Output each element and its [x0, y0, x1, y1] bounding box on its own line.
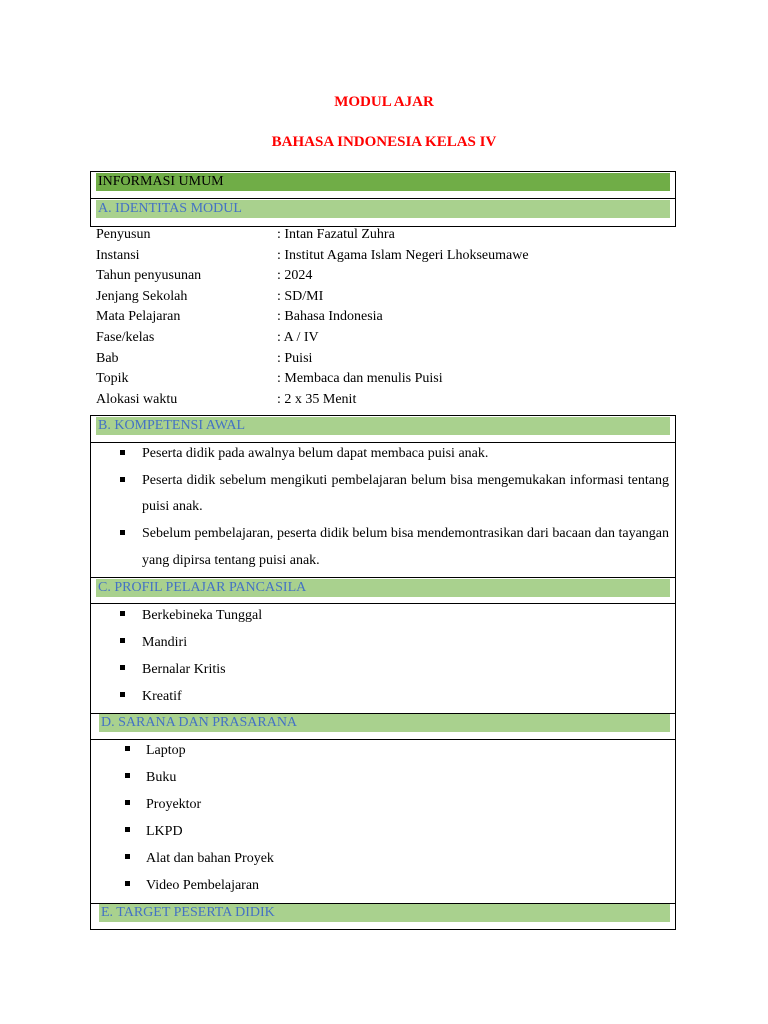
list-item: Video Pembelajaran [146, 872, 646, 899]
identitas-table [96, 225, 656, 410]
target-box [90, 903, 676, 930]
bullet-square-icon [120, 692, 125, 697]
informasi-umum-box [90, 171, 676, 199]
identitas-value: : 2024 [277, 268, 313, 284]
bullet-square-icon [120, 530, 125, 535]
list-item: LKPD [146, 818, 646, 845]
bullet-square-icon [120, 665, 125, 670]
identitas-row-mapel [96, 307, 656, 328]
identitas-key: Penyusun [96, 227, 151, 242]
identitas-key: Alokasi waktu [96, 391, 178, 407]
identitas-value: : Institut Agama Islam Negeri Lhokseumawe [277, 247, 529, 263]
identitas-value: : 2 x 35 Menit [277, 391, 357, 407]
bullet-square-icon [125, 881, 130, 886]
identitas-key: Fase/kelas [96, 329, 155, 345]
identitas-key: Topik [96, 371, 129, 387]
list-item: Proyektor [146, 791, 646, 818]
identitas-row-instansi [96, 246, 656, 267]
identitas-value: : A / IV [277, 329, 319, 345]
identitas-key: Bab [96, 350, 119, 366]
kompetensi-list [142, 441, 669, 575]
list-item: Alat dan bahan Proyek [146, 845, 646, 872]
identitas-header: A. IDENTITAS MODUL [96, 200, 670, 218]
bullet-square-icon [125, 746, 130, 751]
list-item: Mandiri [142, 629, 642, 656]
identitas-value: : Membaca dan menulis Puisi [277, 371, 443, 387]
identitas-row-tahun [96, 266, 656, 287]
list-item: Bernalar Kritis [142, 656, 642, 683]
identitas-row-jenjang [96, 287, 656, 308]
list-item: Kreatif [142, 683, 642, 710]
sarana-list [146, 737, 646, 899]
kompetensi-header: B. KOMPETENSI AWAL [96, 417, 670, 435]
page-title: MODUL AJAR [334, 94, 434, 110]
bullet-square-icon [120, 611, 125, 616]
list-item: Buku [146, 764, 646, 791]
identitas-row-bab [96, 349, 656, 370]
identitas-key: Jenjang Sekolah [96, 288, 188, 304]
identitas-value: : Bahasa Indonesia [277, 309, 383, 325]
informasi-umum-header: INFORMASI UMUM [96, 173, 670, 191]
list-item: Peserta didik sebelum mengikuti pembelajaran belum bisa mengemukakan informasi tentang puisi anak. [142, 468, 669, 521]
bullet-square-icon [125, 800, 130, 805]
page-subtitle: BAHASA INDONESIA KELAS IV [271, 134, 497, 150]
list-item: Sebelum pembelajaran, peserta didik belum bisa mendemontrasikan dari bacaan dan tayangan yang dipirsa tentang puisi anak. [142, 521, 669, 574]
bullet-square-icon [125, 827, 130, 832]
list-item: Berkebineka Tunggal [142, 602, 642, 629]
target-header: E. TARGET PESERTA DIDIK [99, 904, 670, 922]
identitas-box [90, 198, 676, 227]
identitas-value: : SD/MI [277, 288, 324, 304]
bullet-square-icon [125, 854, 130, 859]
identitas-value: : Puisi [277, 350, 313, 366]
bullet-square-icon [120, 477, 125, 482]
identitas-key: Instansi [96, 247, 140, 263]
profil-list [142, 602, 642, 710]
identitas-key: Tahun penyusunan [96, 268, 202, 284]
identitas-row-fase [96, 328, 656, 349]
profil-header: C. PROFIL PELAJAR PANCASILA [96, 579, 670, 597]
identitas-row-alokasi [96, 390, 656, 411]
identitas-row-topik [96, 369, 656, 390]
identitas-row-penyusun [96, 225, 656, 246]
sarana-header: D. SARANA DAN PRASARANA [99, 714, 670, 732]
identitas-key: Mata Pelajaran [96, 309, 181, 325]
bullet-square-icon [120, 450, 125, 455]
bullet-square-icon [120, 638, 125, 643]
list-item: Peserta didik pada awalnya belum dapat membaca puisi anak. [142, 441, 669, 468]
identitas-value: : Intan Fazatul Zuhra [277, 227, 395, 242]
bullet-square-icon [125, 773, 130, 778]
list-item: Laptop [146, 737, 646, 764]
